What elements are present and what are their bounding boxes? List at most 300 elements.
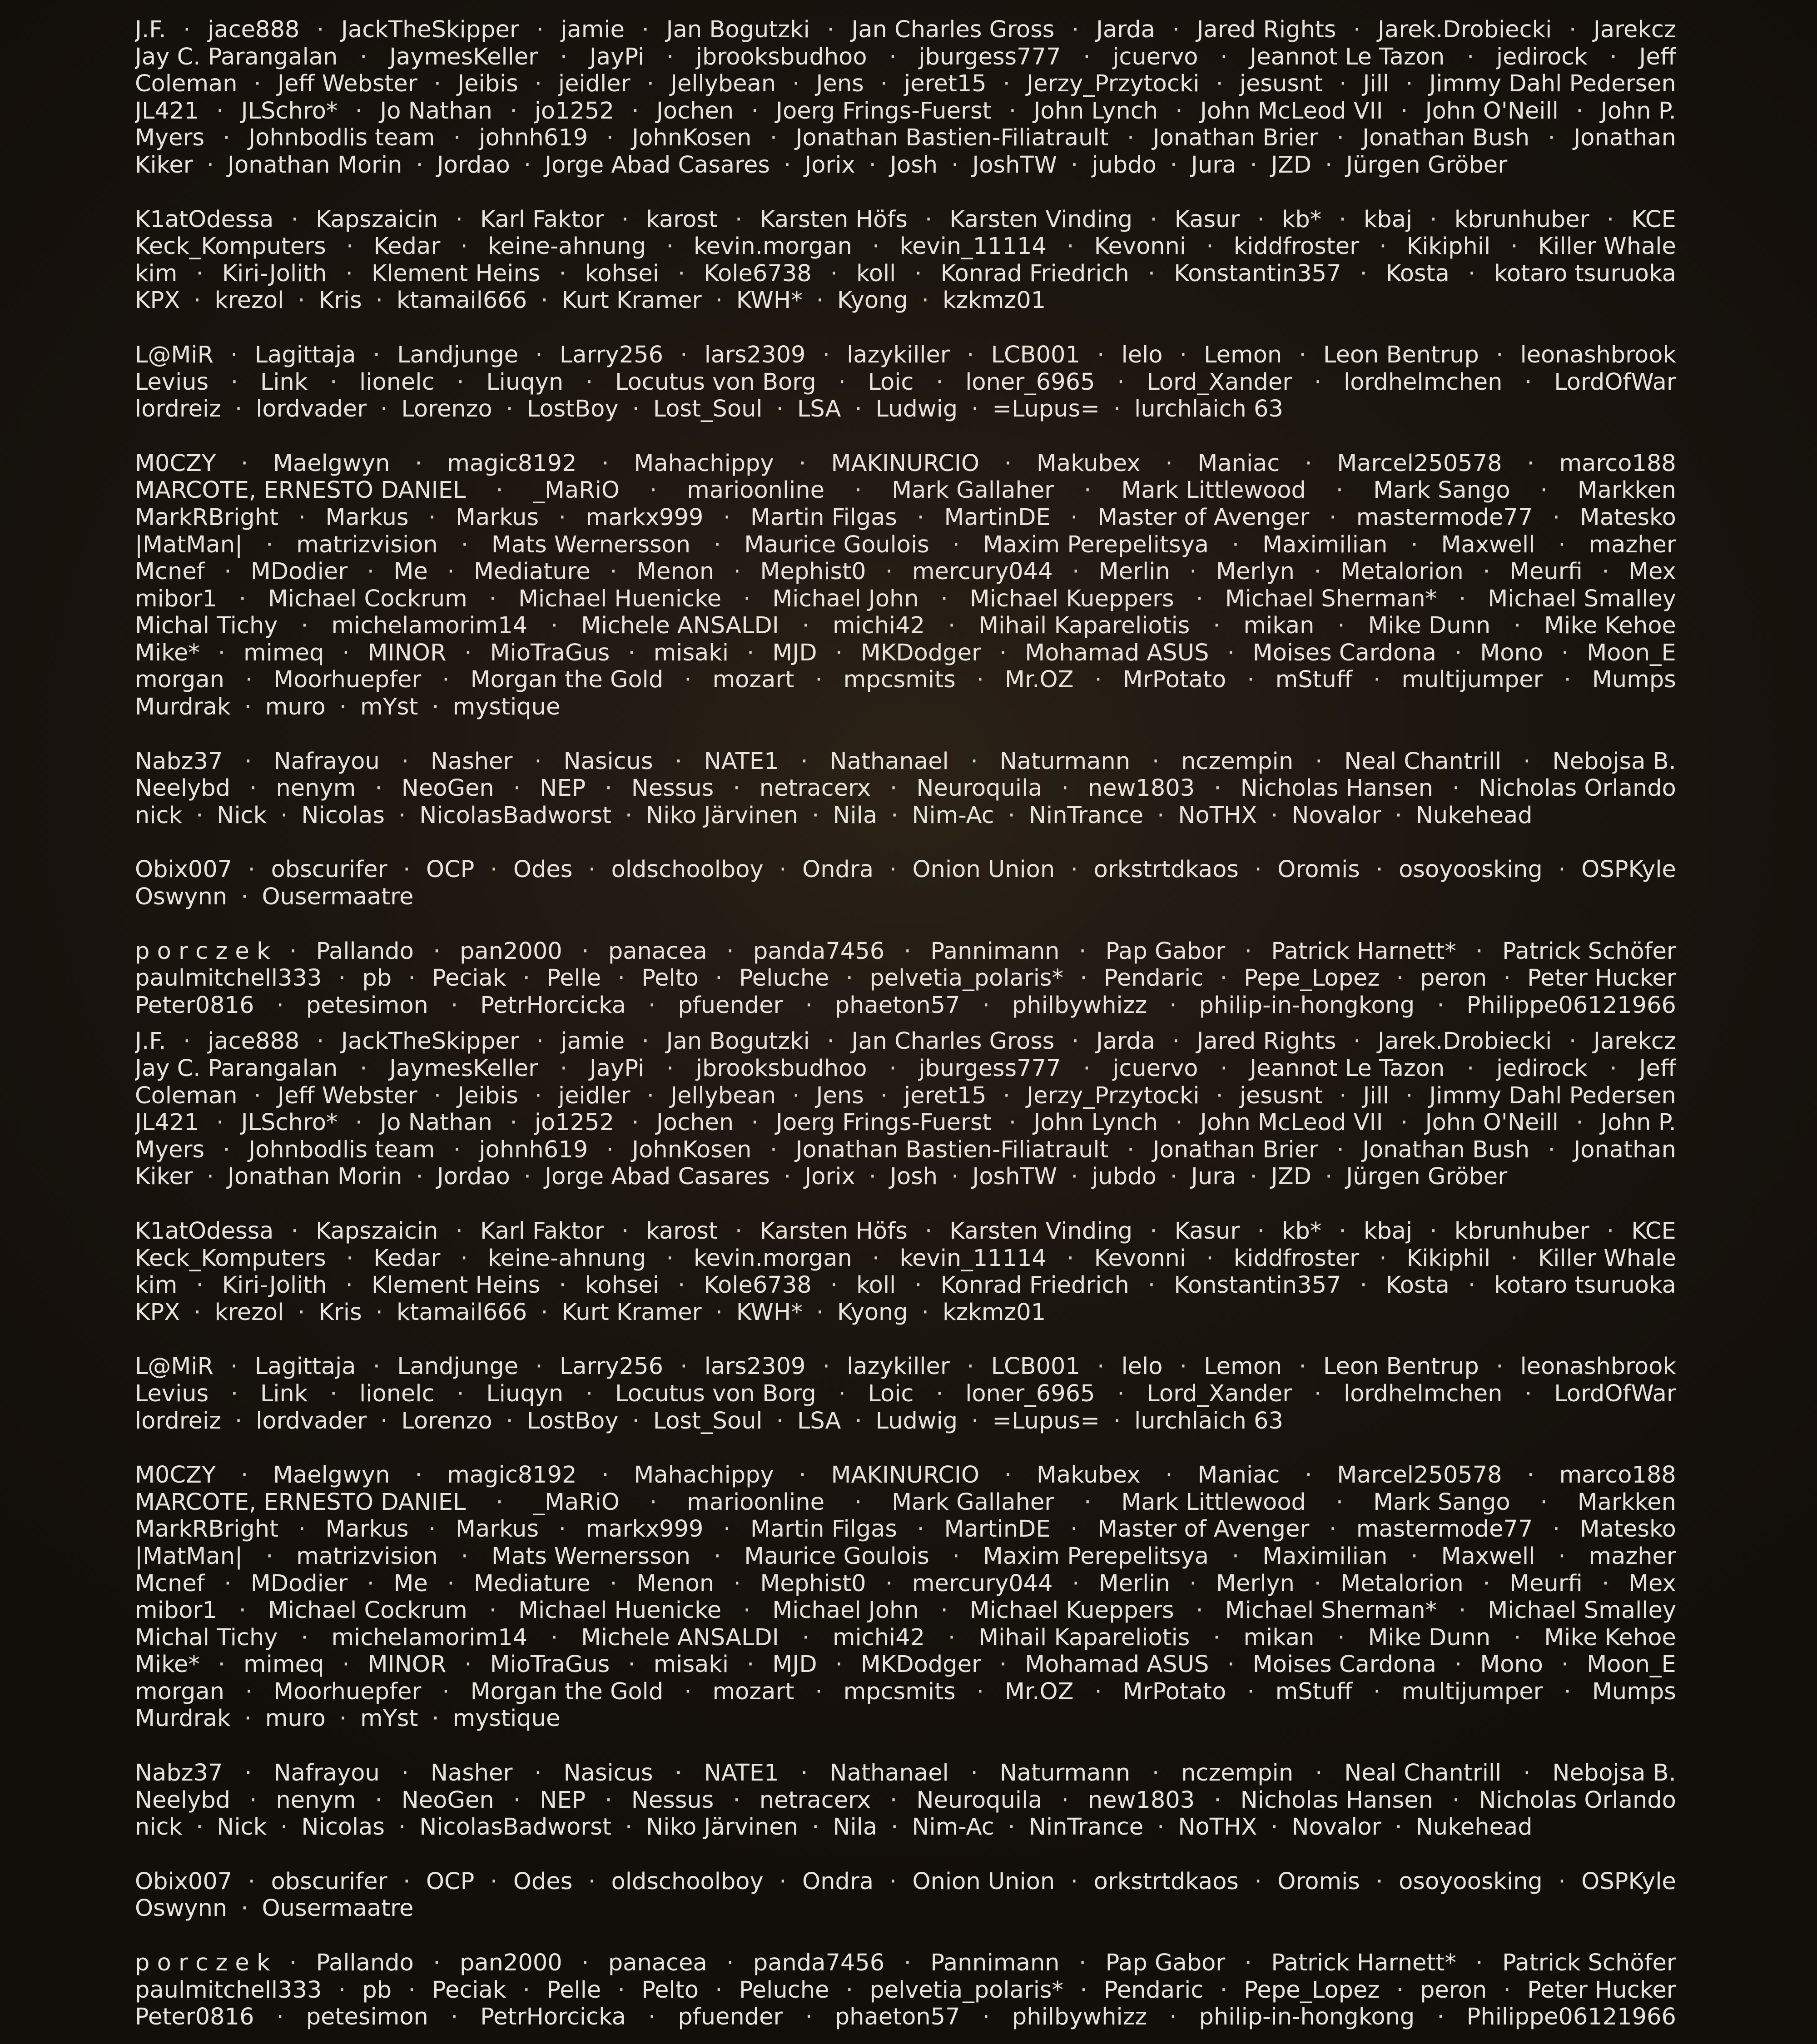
contributor-name: Murdrak [135,694,231,721]
contributor-name: lelo [1121,341,1163,368]
name-separator: · [1576,97,1584,124]
name-separator: · [783,1163,791,1191]
name-separator: · [1339,1217,1346,1245]
contributor-name: Mr.OZ [1004,666,1074,694]
name-separator: · [1452,1786,1460,1814]
credits-line [135,1977,1676,2004]
contributor-name: Markus [455,504,539,531]
name-separator: · [889,856,897,883]
contributor-name: Mihail Kapareliotis [978,1624,1190,1651]
name-separator: · [489,585,496,612]
name-separator: · [223,124,230,152]
contributor-name: MINOR [367,1651,447,1678]
contributor-name: mYst [360,694,418,721]
contributor-name: Lagittaja [254,1353,356,1380]
contributor-name: michi42 [832,1624,925,1651]
contributor-name: marco188 [1559,450,1676,477]
contributor-name: Jarekcz [1593,1028,1676,1055]
name-separator: · [1083,43,1091,70]
name-separator: · [1189,1570,1197,1597]
contributor-name: Jay C. Parangalan [135,1055,338,1082]
contributor-name: NoTHX [1178,802,1257,829]
contributor-name: kevin.morgan [693,1245,852,1272]
contributor-name: Nafrayou [273,748,380,775]
name-separator: · [360,1055,367,1082]
contributor-name: Me [393,1570,428,1597]
name-separator: · [1157,1814,1165,1841]
contributor-name: lazykiller [847,1353,950,1380]
contributor-name: peron [1420,1976,1487,2004]
name-separator: · [924,1217,933,1245]
credits-line [135,1624,1676,1652]
name-separator: · [1336,1136,1344,1163]
name-separator: · [889,43,897,70]
contributor-name: Nathanael [829,748,949,775]
name-separator: · [1094,1678,1102,1705]
name-separator: · [241,883,248,911]
name-separator: · [230,1353,238,1380]
contributor-name: Josh [889,1163,938,1191]
credits-line [135,1136,1676,1164]
contributor-name: Jeannot Le Tazon [1250,1055,1445,1082]
name-separator: · [735,206,743,233]
credits-letter-group [135,450,1676,721]
credits-line [135,1462,1676,1489]
contributor-name: Maelgwyn [273,450,390,477]
contributor-name: Mats Wernersson [491,531,691,558]
contributor-name: Maxwell [1441,531,1535,558]
contributor-name: Jonathan Bush [1362,1136,1530,1163]
credits-line [135,802,1676,829]
name-separator: · [970,1760,978,1787]
credits-line [135,1543,1676,1570]
name-separator: · [621,206,629,233]
name-separator: · [936,1380,943,1407]
contributor-name: John Lynch [1033,97,1158,124]
name-separator: · [880,1082,888,1109]
contributor-name: Landjunge [397,341,519,368]
name-separator: · [680,341,688,368]
name-separator: · [1305,1462,1312,1489]
name-separator: · [904,938,911,965]
name-separator: · [1008,1814,1015,1841]
name-separator: · [1072,1028,1079,1055]
contributor-name: mozart [712,1678,794,1705]
credits-line [135,558,1676,585]
credits-line [135,1408,1676,1435]
contributor-name: kb* [1281,1217,1322,1245]
name-separator: · [244,694,252,721]
contributor-name: Killer Whale [1538,233,1676,260]
contributor-name: jbrooksbudhoo [695,43,867,70]
name-separator: · [631,97,639,124]
contributor-name: Novalor [1291,1814,1381,1841]
contributor-name: ktamail666 [396,1299,527,1326]
contributor-name: JoshTW [972,1163,1057,1191]
contributor-name: Nasher [430,1760,513,1787]
name-separator: · [194,287,201,314]
name-separator: · [714,1543,721,1570]
contributor-name: JLSchro* [241,1109,338,1136]
contributor-name: kbrunhuber [1454,206,1589,233]
name-separator: · [1602,558,1609,585]
contributor-name: Jill [1363,70,1390,98]
name-separator: · [1196,585,1203,612]
credits-line [135,1760,1676,1787]
name-separator: · [747,639,755,666]
contributor-name: Morgan the Gold [470,666,664,694]
contributor-name: Ludwig [875,1407,958,1434]
credits-line [135,1163,1676,1191]
contributor-name: mystique [452,694,561,721]
credits-line [135,233,1676,260]
name-separator: · [523,1163,531,1191]
name-separator: · [733,775,740,802]
contributor-name: NATE1 [704,748,779,775]
name-separator: · [1503,1976,1511,2004]
contributor-name: KCE [1631,1217,1676,1245]
name-separator: · [1468,260,1476,287]
contributor-name: Michal Tichy [135,612,278,640]
name-separator: · [224,558,232,585]
contributor-name: Joerg Frings-Fuerst [776,1109,992,1136]
name-separator: · [367,558,374,585]
name-separator: · [490,1868,498,1895]
name-separator: · [1569,1028,1577,1055]
name-separator: · [1150,1217,1157,1245]
contributor-name: Merlyn [1216,1570,1295,1597]
contributor-name: J.F. [135,1028,166,1055]
name-separator: · [1315,1760,1323,1787]
name-separator: · [1558,1543,1566,1570]
name-separator: · [1072,16,1079,43]
name-separator: · [872,1245,880,1272]
contributor-name: michelamorim14 [331,1624,528,1651]
name-separator: · [904,1950,911,1977]
name-separator: · [301,612,308,640]
name-separator: · [1339,70,1347,98]
name-separator: · [838,1380,846,1407]
name-separator: · [342,1651,350,1678]
contributor-name: M0CZY [135,450,216,477]
contributor-name: keine-ahnung [487,1245,646,1272]
name-separator: · [747,1651,755,1678]
name-separator: · [1214,1786,1221,1814]
contributor-name: jubdo [1092,1163,1157,1191]
contributor-name: new1803 [1087,1786,1195,1814]
contributor-name: Jonathan [1574,1136,1676,1163]
name-separator: · [889,1055,897,1082]
contributor-name: NeoGen [401,1786,494,1814]
contributor-name: magic8192 [447,450,577,477]
name-separator: · [1503,965,1511,992]
name-separator: · [1510,233,1518,260]
contributor-name: Matesko [1579,504,1676,531]
contributor-name: Nicolas [301,802,385,829]
name-separator: · [830,260,838,287]
contributor-name: pb [362,965,392,992]
name-separator: · [253,70,261,98]
credits-letter-group [135,748,1676,829]
name-separator: · [1127,1136,1135,1163]
contributor-name: Jimmy Dahl Pedersen [1429,1082,1676,1109]
credits-line [135,70,1676,98]
contributor-name: MioTraGus [490,639,610,666]
contributor-name: phaeton57 [834,992,960,1019]
name-separator: · [1454,639,1462,666]
contributor-name: mibor1 [135,585,217,612]
name-separator: · [372,1353,381,1380]
name-separator: · [1172,1028,1180,1055]
name-separator: · [1468,1272,1476,1299]
name-separator: · [1070,1868,1078,1895]
credits-line [135,44,1676,71]
name-separator: · [1250,151,1257,179]
name-separator: · [433,1082,442,1109]
name-separator: · [1299,341,1306,368]
contributor-name: Jarda [1096,16,1155,43]
name-separator: · [1475,1950,1483,1977]
name-separator: · [680,1353,688,1380]
name-separator: · [216,97,224,124]
contributor-name: lazykiller [847,341,950,368]
name-separator: · [952,531,960,558]
contributor-name: pan2000 [460,938,562,965]
contributor-name: Mephist0 [760,1570,866,1597]
contributor-name: Philippe06121966 [1466,2004,1676,2031]
name-separator: · [646,70,654,98]
contributor-name: Mono [1480,1651,1543,1678]
contributor-name: oldschoolboy [611,1868,764,1895]
credits-line [135,1380,1676,1408]
name-separator: · [715,287,723,314]
contributor-name: Lorenzo [401,1407,492,1434]
contributor-name: jeidler [558,1082,630,1109]
contributor-name: Nila [833,1814,878,1841]
contributor-name: Lemon [1204,341,1282,368]
contributor-name: Kiker [135,151,193,179]
contributor-name: Meurfi [1509,558,1583,585]
name-separator: · [1339,1082,1347,1109]
contributor-name: kotaro tsuruoka [1494,260,1676,287]
contributor-name: Moises Cardona [1252,1651,1436,1678]
name-separator: · [455,1217,463,1245]
name-separator: · [776,396,784,423]
name-separator: · [238,1597,246,1624]
contributor-name: Konstantin357 [1174,1272,1341,1299]
credits-line [135,1489,1676,1516]
contributor-name: Pepe_Lopez [1244,965,1380,992]
contributor-name: Moorhuepfer [273,666,422,694]
contributor-name: Marcel250578 [1337,450,1502,477]
name-separator: · [799,1462,806,1489]
contributor-name: Neuroquila [916,775,1043,802]
name-separator: · [776,1407,784,1434]
contributor-name: Patrick Schöfer [1502,938,1676,965]
contributor-name: Mohamad ASUS [1025,1651,1209,1678]
contributor-name: Onion Union [912,856,1055,883]
name-separator: · [601,450,609,477]
contributor-name: mystique [452,1705,561,1732]
name-separator: · [625,1814,633,1841]
contributor-name: jace888 [208,16,300,43]
name-separator: · [726,1950,734,1977]
contributor-name: Kiker [135,1163,193,1191]
name-separator: · [621,1217,629,1245]
contributor-name: Jeibis [457,1082,518,1109]
contributor-name: Nicolas [301,1814,385,1841]
name-separator: · [632,396,640,423]
name-separator: · [914,1272,922,1299]
contributor-name: Mex [1628,1570,1676,1597]
name-separator: · [428,504,436,531]
contributor-name: Jonathan Bastien-Filiatrault [795,1136,1109,1163]
contributor-name: Konrad Friedrich [940,260,1129,287]
name-separator: · [917,504,924,531]
name-separator: · [1231,1543,1240,1570]
name-separator: · [534,70,542,98]
name-separator: · [355,97,362,124]
contributor-name: panacea [608,938,707,965]
credits-line [135,206,1676,233]
name-separator: · [891,1814,899,1841]
contributor-name: MKDodger [860,639,981,666]
contributor-name: Lorenzo [401,396,492,423]
name-separator: · [581,938,589,965]
contributor-name: osoyoosking [1399,1868,1543,1895]
name-separator: · [812,1814,819,1841]
contributor-name: K1atOdessa [135,1217,274,1245]
credits-line [135,1678,1676,1706]
contributor-name: nick [135,802,183,829]
name-separator: · [1083,1055,1091,1082]
credits-letter-group [135,1868,1676,1922]
contributor-name: JL421 [135,1109,199,1136]
name-separator: · [1072,558,1080,585]
contributor-name: mimeq [243,639,324,666]
name-separator: · [1127,124,1135,152]
contributor-name: Oswynn [135,1895,228,1922]
name-separator: · [415,450,422,477]
contributor-name: Pepe_Lopez [1244,1976,1380,2004]
contributor-name: MAKINURCIO [831,1462,980,1489]
name-separator: · [1170,1163,1177,1191]
contributor-name: Kevonni [1094,233,1187,260]
name-separator: · [854,1488,862,1516]
name-separator: · [1475,938,1483,965]
name-separator: · [792,70,800,98]
credits-line [135,1597,1676,1624]
contributor-name: Jarekcz [1593,16,1676,43]
name-separator: · [1335,1488,1344,1516]
name-separator: · [447,1570,455,1597]
credits-line [135,1109,1676,1136]
contributor-name: Jonathan Morin [227,151,402,179]
contributor-name: kb* [1281,206,1322,233]
contributor-name: mimeq [243,1651,324,1678]
name-separator: · [230,1380,238,1407]
contributor-name: kevin_11114 [899,233,1047,260]
contributor-name: Patrick Harnett* [1271,938,1456,965]
name-separator: · [1325,151,1333,179]
contributor-name: Mike* [135,639,200,666]
name-separator: · [1271,1814,1278,1841]
contributor-name: jeret15 [904,70,987,98]
name-separator: · [230,368,238,396]
name-separator: · [628,1651,635,1678]
name-separator: · [534,748,542,775]
name-separator: · [276,992,284,1019]
name-separator: · [1373,1678,1381,1705]
contributor-name: Peluche [739,1976,829,2004]
contributor-name: Nessus [631,775,714,802]
contributor-name: Mihail Kapareliotis [978,612,1190,640]
name-separator: · [1244,1950,1252,1977]
contributor-name: JoshTW [972,151,1057,179]
contributor-name: _MaRiO [533,1488,620,1516]
contributor-name: Markus [325,1516,409,1543]
name-separator: · [241,1895,248,1922]
name-separator: · [646,1082,654,1109]
contributor-name: Lord_Xander [1147,368,1292,396]
contributor-name: kbaj [1363,206,1413,233]
name-separator: · [372,341,381,368]
name-separator: · [666,1245,674,1272]
contributor-name: Mono [1480,639,1543,666]
credits-list [135,16,1676,2031]
contributor-name: PetrHorcicka [480,2004,626,2031]
name-separator: · [1172,16,1180,43]
credits-line [135,2004,1676,2031]
contributor-name: Maniac [1197,450,1280,477]
contributor-name: Mark Littlewood [1121,477,1306,504]
contributor-name: Josh [889,151,938,179]
name-separator: · [1430,206,1437,233]
name-separator: · [914,260,922,287]
name-separator: · [880,70,888,98]
name-separator: · [1606,1217,1614,1245]
name-separator: · [1325,1163,1333,1191]
contributor-name: Merlyn [1216,558,1295,585]
credits-letter-group [135,206,1676,314]
contributor-name: karost [646,1217,718,1245]
contributor-name: Moon_E [1587,639,1676,666]
name-separator: · [666,43,674,70]
contributor-name: mStuff [1275,666,1353,694]
contributor-name: Johnbodlis team [248,124,435,152]
contributor-name: leonashbrook [1520,341,1676,368]
contributor-name: Locutus von Borg [615,368,816,396]
name-separator: · [733,1570,741,1597]
contributor-name: Kapszaicin [316,1217,438,1245]
name-separator: · [649,1488,657,1516]
name-separator: · [631,1109,639,1136]
contributor-name: johnh619 [479,1136,588,1163]
contributor-name: netracerx [759,1786,871,1814]
credits-line [135,640,1676,667]
contributor-name: Mark Sango [1373,1488,1510,1516]
name-separator: · [513,1786,521,1814]
contributor-name: Klement Heins [371,260,541,287]
name-separator: · [1400,1109,1408,1136]
contributor-name: Neuroquila [916,1786,1043,1814]
contributor-name: Me [393,558,428,585]
name-separator: · [248,1868,256,1895]
contributor-name: Makubex [1036,450,1141,477]
name-separator: · [606,1136,614,1163]
name-separator: · [1216,70,1223,98]
name-separator: · [838,368,846,396]
